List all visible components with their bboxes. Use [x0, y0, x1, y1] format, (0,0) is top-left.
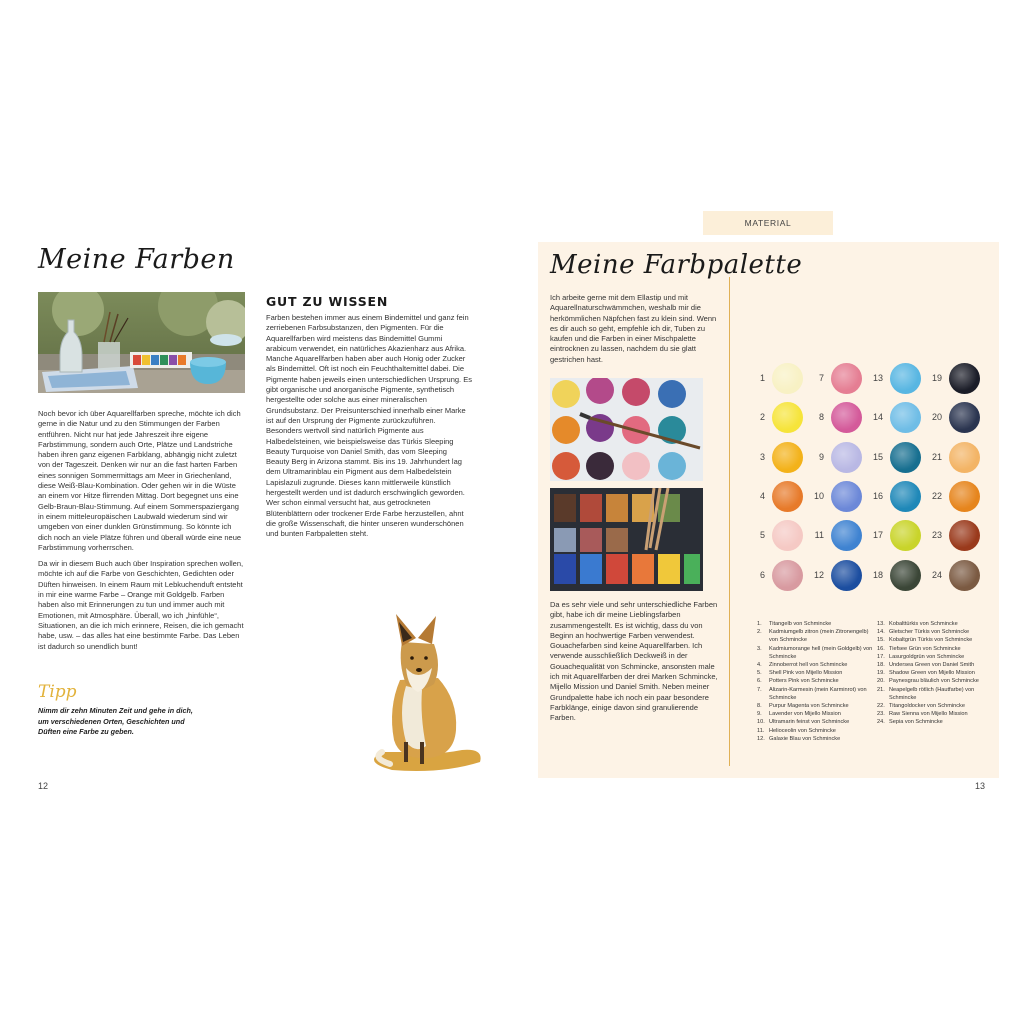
legend-item — [757, 686, 877, 702]
legend-text: Undersea Green von Daniel Smith — [889, 662, 975, 669]
swatch-number: 2 — [759, 412, 765, 422]
fox-icon — [362, 612, 486, 772]
page-title: Meine Farben — [38, 244, 235, 275]
palette-paragraph-2: Da es sehr viele und sehr unterschiedliche Farben gibt, habe ich dir meine Lieblingsfarben zusammengestellt. Es ist wichtig, dass du von Beginn an hochwertige Farben verwendest. Gouachefarben sind keine Aquarellfarben. Ich verwende ausschließlich Deckweiß in der Gouachequalität von Schmincke, ansonsten male ich mit Aquarellfarben der drei Marken Schmincke, Mijello Mission und Daniel Smith. Neben meiner Grundpalette habe ich noch ein paar besondere Farbklänge, einige davon sind granulierende Farben. — [550, 600, 718, 723]
legend-item — [877, 686, 989, 702]
color-swatch — [772, 363, 803, 394]
legend-text: Paynesgrau bläulich von Schmincke — [889, 678, 979, 685]
swatch-number: 8 — [818, 412, 824, 422]
page-number-left: 12 — [38, 781, 49, 791]
swatch-number: 19 — [931, 373, 942, 383]
legend-item — [877, 636, 989, 644]
legend-item — [757, 718, 877, 726]
legend-number: 8. — [757, 703, 762, 710]
legend-number: 14. — [877, 629, 885, 636]
swatch-number: 14 — [872, 412, 883, 422]
color-swatch — [831, 402, 862, 433]
swatch-number: 24 — [931, 570, 942, 580]
color-legend-left — [757, 620, 877, 743]
legend-item — [877, 628, 989, 636]
swatch-number: 23 — [931, 530, 942, 540]
color-swatch — [949, 442, 980, 473]
legend-item — [877, 620, 989, 628]
legend-text: Kadmiumorange hell (mein Goldgelb) von Schmincke — [769, 645, 873, 660]
legend-item — [877, 661, 989, 669]
color-swatch — [831, 442, 862, 473]
legend-number: 2. — [757, 629, 762, 636]
color-swatch — [772, 442, 803, 473]
legend-text: Lavender von Mijello Mission — [769, 711, 841, 718]
legend-number: 19. — [877, 670, 885, 677]
swatch-number: 12 — [813, 570, 824, 580]
legend-text: Kobaltgrün Türkis von Schmincke — [889, 637, 973, 644]
legend-item — [877, 645, 989, 653]
legend-item — [757, 702, 877, 710]
legend-item — [877, 702, 989, 710]
legend-number: 4. — [757, 662, 762, 669]
color-swatch — [772, 481, 803, 512]
table-photo — [38, 292, 245, 393]
swatch-number: 5 — [759, 530, 765, 540]
color-legend-right — [877, 620, 989, 727]
swatch-number: 4 — [759, 491, 765, 501]
palette-title: Meine Farbpalette — [550, 250, 803, 280]
legend-number: 10. — [757, 719, 765, 726]
legend-text: Helioceolin von Schmincke — [769, 727, 836, 734]
swatch-number: 13 — [872, 373, 883, 383]
legend-text: Tiefsee Grün von Schmincke — [889, 645, 961, 652]
palette-photo — [550, 378, 703, 481]
swatch-number: 11 — [814, 530, 824, 540]
intro-text — [38, 409, 246, 658]
swatch-number: 15 — [872, 452, 883, 462]
paint-box-illustration — [550, 488, 703, 591]
color-swatch — [890, 520, 921, 551]
legend-number: 9. — [757, 711, 762, 718]
legend-item — [757, 669, 877, 677]
legend-item — [757, 727, 877, 735]
legend-text: Purpur Magenta von Schmincke — [769, 703, 849, 710]
color-swatch — [831, 363, 862, 394]
legend-number: 13. — [877, 621, 885, 627]
legend-text: Potters Pink von Schmincke — [769, 678, 839, 685]
gut-zu-wissen-paragraph: Farben bestehen immer aus einem Bindemittel und ganz fein zerriebenen Farbsubstanzen, den Pigmenten. Für die Aquarellfarben wird meistens das Bindemittel Gummi arabicum verwendet, ein natürliches Akazienharz aus Afrika. Manche Aquarellfarben haben aber auch Honig oder Zucker als Bindemittel. Oft ist noch ein Feuchthaltemittel dabei. Die Pigmente haben jeweils einen unterschiedlichen Ursprung. Es gibt organische und anorganische Pigmente, synthetisch hergestellte oder solche aus einer mineralischen Grundsubstanz. Der Preisunterschied innerhalb einer Marke ist auf den Ursprung der Pigmente zurückzuführen. Besonders wertvoll sind natürlich Pigmente aus Halbedelsteinen, wie beispielsweise das Türkis Sleeping Beauty Turquoise von Daniel Smith, das vom Sleeping Beauty Berg in Arizona stammt. Bis ins 19. Jahrhundert lag dem Ultramarinblau ein Pigment aus dem Halbedelstein Lapislazuli zugrunde. Dieses kann mittlerweile künstlich hergestellt werden und ist dadurch erschwinglich geworden. Wer schon einmal versucht hat, aus getrockneten Blütenblättern oder trockener Erde Farbe herzustellen, ahnt die große Wissenschaft, die hinter unseren wunderschönen und bunten Farbpaletten steht. — [266, 313, 472, 539]
color-swatch — [949, 560, 980, 591]
color-swatch — [831, 520, 862, 551]
gut-zu-wissen-heading: GUT ZU WISSEN — [266, 294, 389, 309]
legend-text: Alizarin-Karmesin (mein Karminrot) von Schmincke — [769, 686, 867, 701]
legend-item — [757, 710, 877, 718]
swatch-number: 17 — [872, 530, 883, 540]
legend-text: Raw Sienna von Mijello Mission — [889, 711, 968, 718]
legend-number: 22. — [877, 703, 885, 710]
panel-divider — [729, 277, 730, 766]
swatch-number: 6 — [759, 570, 765, 580]
legend-text: Sepia von Schmincke — [889, 719, 943, 726]
legend-number: 21. — [877, 686, 885, 693]
color-swatch — [772, 560, 803, 591]
legend-text: Kobalttürkis von Schmincke — [889, 621, 958, 627]
legend-item — [757, 677, 877, 685]
intro-paragraph-2: Da wir in diesem Buch auch über Inspiration sprechen wollen, möchte ich auf die Farbe von Geschichten, Gedichten oder Düften hinweisen. In einem Raum mit Lebkuchenduft entsteht in mir eine warme Farbe – Orange mit Goldgelb. Farben haben also mit Erinnerungen zu tun und immer auch mit Emotionen, mit Atmosphäre. Überall, wo ich „hinfühle“, Situationen, an die ich mich erinnere, Reisen, die ich gemacht habe, usw. – das alles hat eine bestimmte Farbe. Das Leben ist dadurch so unendlich bunt! — [38, 559, 244, 651]
legend-number: 1. — [757, 621, 762, 627]
legend-text: Shadow Green von Mijello Mission — [889, 670, 975, 677]
legend-item — [757, 661, 877, 669]
palette-paragraph-1: Ich arbeite gerne mit dem Ellastip und mit Aquarellnaturschwämmchen, weshalb mir die herkömmlichen Näpfchen fast zu klein sind. Wenn es dir auch so geht, empfehle ich dir, Tuben zu kaufen und die Farben in einer Mischpalette eintrocknen zu lassen, nachdem du sie glatt gestrichen hast. — [550, 293, 717, 364]
swatch-number: 7 — [818, 373, 824, 383]
legend-item — [877, 677, 989, 685]
legend-item — [757, 620, 877, 628]
swatch-number: 16 — [872, 491, 883, 501]
tipp-text: Nimm dir zehn Minuten Zeit und gehe in dich, um verschiedenen Orten, Geschichten und Düften eine Farbe zu geben. — [38, 706, 193, 736]
swatch-number: 10 — [813, 491, 824, 501]
color-swatch — [890, 442, 921, 473]
swatch-number: 22 — [931, 491, 942, 501]
fox-illustration — [362, 612, 486, 772]
legend-number: 12. — [757, 735, 765, 742]
legend-text: Gletscher Türkis von Schmincke — [889, 629, 970, 636]
color-swatch — [831, 560, 862, 591]
color-swatch — [890, 402, 921, 433]
swatch-number: 3 — [759, 452, 765, 462]
legend-text: Zinnoberrot hell von Schmincke — [769, 662, 848, 669]
color-swatch — [949, 520, 980, 551]
legend-item — [877, 653, 989, 661]
legend-item — [757, 628, 877, 644]
legend-item — [877, 710, 989, 718]
swatch-number: 1 — [759, 373, 765, 383]
color-swatch — [949, 481, 980, 512]
legend-text: Galaxie Blau von Schmincke — [769, 735, 841, 742]
swatch-number: 21 — [931, 452, 942, 462]
color-swatch — [949, 363, 980, 394]
legend-number: 20. — [877, 678, 885, 685]
palette-text-2 — [550, 600, 718, 730]
swatch-number: 9 — [818, 452, 824, 462]
legend-text: Titangelb von Schmincke — [769, 621, 832, 627]
mixing-palette-illustration — [550, 378, 703, 481]
gut-zu-wissen-text — [266, 313, 472, 546]
page-number-right: 13 — [975, 781, 986, 791]
legend-text: Kadmiumgelb zitron (mein Zitronengelb) von Schmincke — [769, 629, 869, 644]
legend-number: 16. — [877, 645, 885, 652]
paint-box-photo — [550, 488, 703, 591]
legend-text: Ultramarin feinst von Schmincke — [769, 719, 850, 726]
legend-number: 18. — [877, 662, 885, 669]
legend-number: 7. — [757, 686, 762, 693]
legend-item — [877, 669, 989, 677]
legend-item — [757, 645, 877, 661]
legend-number: 23. — [877, 711, 885, 718]
legend-number: 3. — [757, 645, 762, 652]
intro-paragraph-1: Noch bevor ich über Aquarellfarben spreche, möchte ich dich gerne in die Natur und zu den Stimmungen der Farben entführen. Nicht nur hat jede Jahreszeit ihre eigene Farbstimmung, sondern auch Orte, Plätze und Landstriche haben ihren ganz eigenen Farbklang, abhängig nicht zuletzt von der Tageszeit. Denken wir nur an die fast harten Farben eines sonnigen Sommermittags am Meer in Griechenland, diese Weiß-Blau-Kombination. Oder gehen wir in die Wüste an einem vor Hitze flirrenden Mittag. Dort begegnet uns eine Gelb-Braun-Blau-Stimmung. Auf einem Sommerspaziergang in einem mitteleuropäischen Laubwald wiederum sind wir umgeben von einer dunklen Grünstimmung. So könnte ich dich noch an viele Plätze führen und überall würde eine neue Farbstimmung vorherrschen. — [38, 409, 242, 552]
palette-intro-text — [550, 293, 718, 371]
section-tab-material: MATERIAL — [703, 211, 833, 235]
legend-text: Lasurgoldgrün von Schmincke — [889, 653, 965, 660]
legend-item — [877, 718, 989, 726]
color-swatch — [890, 481, 921, 512]
color-swatch — [949, 402, 980, 433]
legend-number: 6. — [757, 678, 762, 685]
color-swatch — [772, 520, 803, 551]
tipp-label: Tipp — [38, 682, 77, 702]
color-swatch — [890, 560, 921, 591]
legend-number: 5. — [757, 670, 762, 677]
legend-text: Neapelgelb rötlich (Hautfarbe) von Schmincke — [889, 686, 975, 701]
legend-number: 15. — [877, 637, 885, 644]
legend-number: 24. — [877, 719, 885, 726]
legend-number: 11. — [757, 727, 765, 734]
color-swatch — [890, 363, 921, 394]
swatch-number: 18 — [872, 570, 883, 580]
legend-text: Shell Pink von Mijello Mission — [769, 670, 843, 677]
legend-text: Titangoldocker von Schmincke — [889, 703, 965, 710]
table-photo-illustration — [38, 292, 245, 393]
color-swatch — [831, 481, 862, 512]
color-swatch — [772, 402, 803, 433]
legend-number: 17. — [877, 653, 885, 660]
legend-item — [757, 735, 877, 743]
swatch-number: 20 — [931, 412, 942, 422]
